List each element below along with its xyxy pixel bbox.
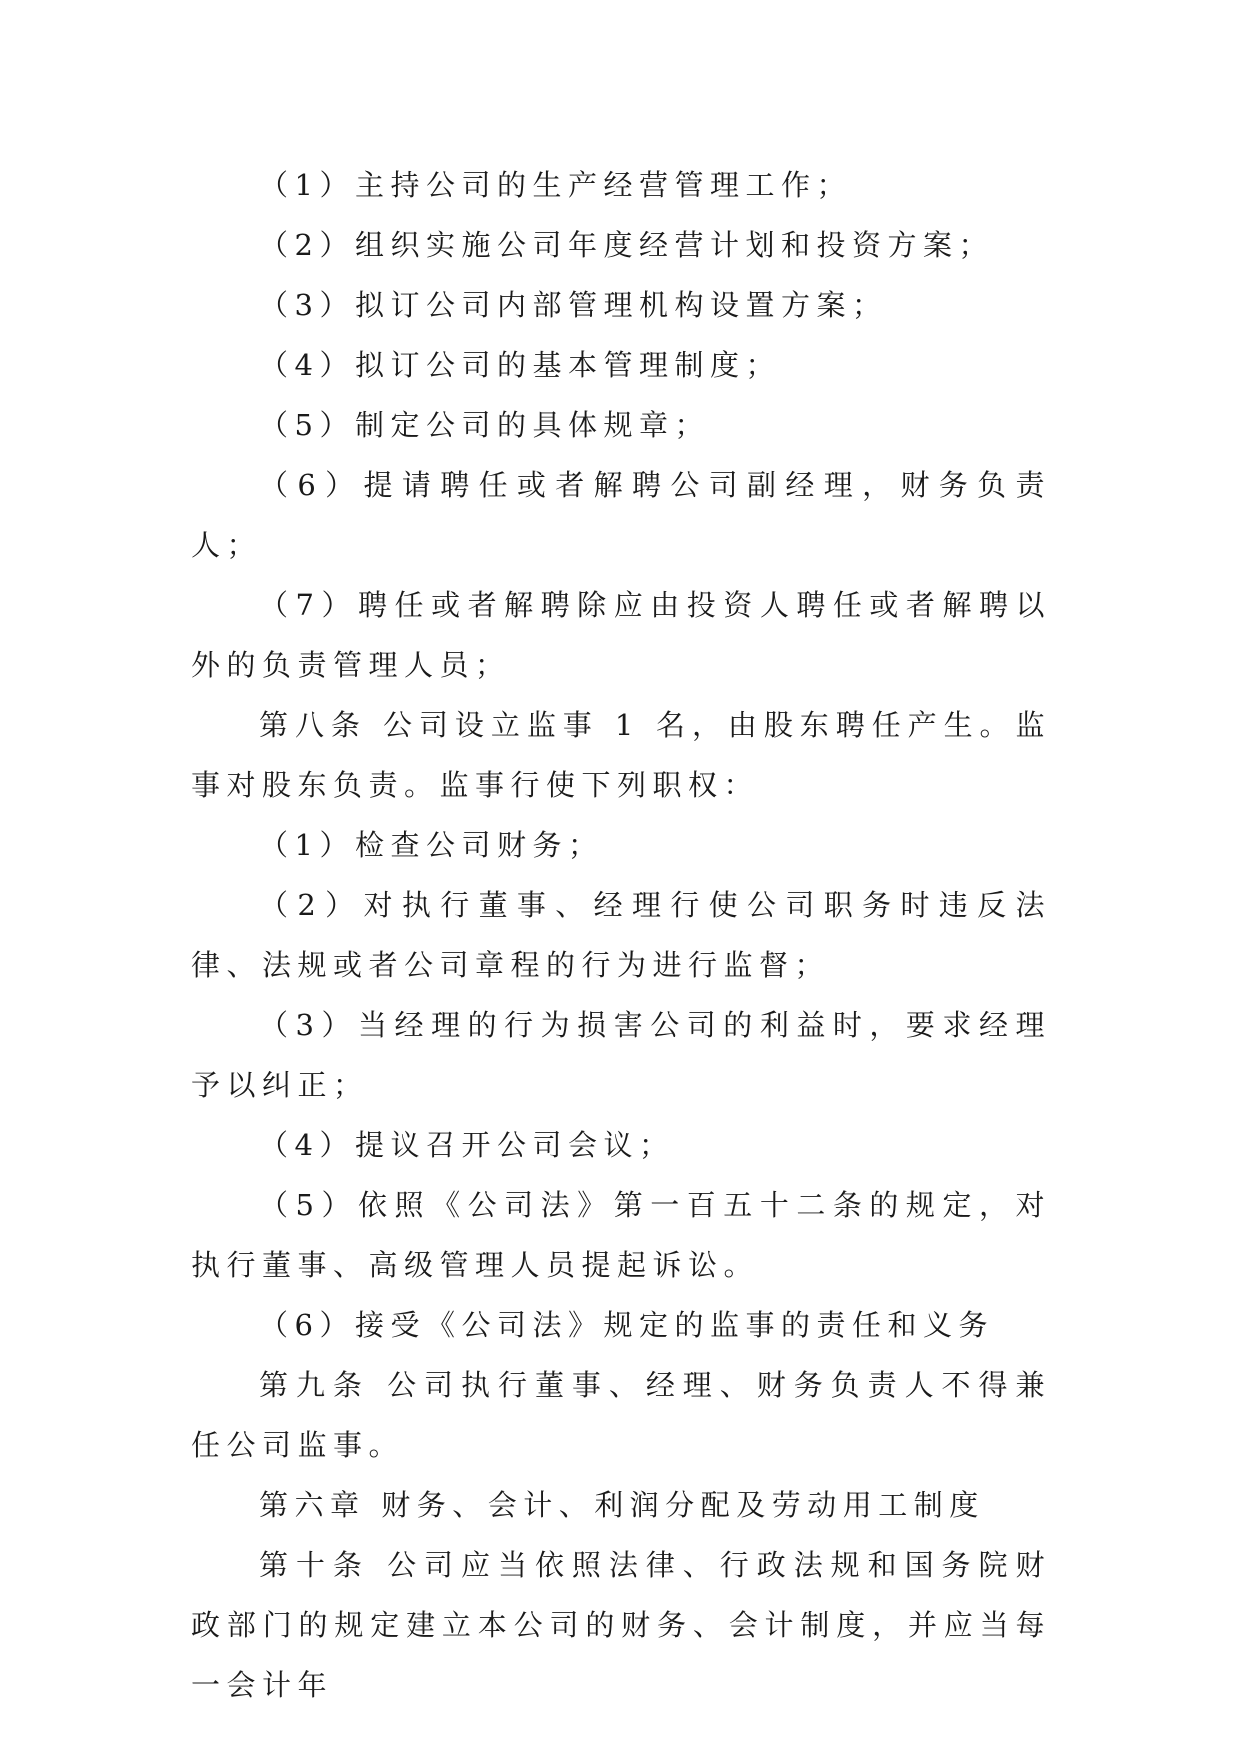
paragraph-item-6-duty: （6）提请聘任或者解聘公司副经理，财务负责人； bbox=[191, 468, 1051, 562]
paragraph-item-3-duty: （3）拟订公司内部管理机构设置方案； bbox=[259, 288, 888, 322]
paragraph-item-1-duty: （1）主持公司的生产经营管理工作； bbox=[259, 168, 852, 202]
chapter-heading-6: 第六章 财务、会计、利润分配及劳动用工制度 bbox=[259, 1488, 985, 1522]
paragraph-item-6-supervisor: （6）接受《公司法》规定的监事的责任和义务 bbox=[259, 1308, 994, 1342]
paragraph-item-1-supervisor: （1）检查公司财务； bbox=[259, 828, 604, 862]
paragraph-item-5-supervisor: （5）依照《公司法》第一百五十二条的规定，对执行董事、高级管理人员提起诉讼。 bbox=[191, 1188, 1051, 1282]
paragraph-item-5-duty: （5）制定公司的具体规章； bbox=[259, 408, 710, 442]
document-body bbox=[191, 155, 1051, 1715]
paragraph-article-9: 第九条 公司执行董事、经理、财务负责人不得兼任公司监事。 bbox=[191, 1368, 1051, 1462]
paragraph-article-8: 第八条 公司设立监事 1 名，由股东聘任产生。监事对股东负责。监事行使下列职权： bbox=[191, 708, 1051, 802]
paragraph-article-10: 第十条 公司应当依照法律、行政法规和国务院财政部门的规定建立本公司的财务、会计制度，并应当每一会计年 bbox=[191, 1548, 1051, 1702]
paragraph-item-4-duty: （4）拟订公司的基本管理制度； bbox=[259, 348, 781, 382]
paragraph-item-7-duty: （7）聘任或者解聘除应由投资人聘任或者解聘以外的负责管理人员； bbox=[191, 588, 1051, 682]
paragraph-item-3-supervisor: （3）当经理的行为损害公司的利益时，要求经理予以纠正； bbox=[191, 1008, 1051, 1102]
paragraph-item-2-supervisor: （2）对执行董事、经理行使公司职务时违反法律、法规或者公司章程的行为进行监督； bbox=[191, 888, 1051, 982]
paragraph-item-2-duty: （2）组织实施公司年度经营计划和投资方案； bbox=[259, 228, 994, 262]
paragraph-item-4-supervisor: （4）提议召开公司会议； bbox=[259, 1128, 675, 1162]
